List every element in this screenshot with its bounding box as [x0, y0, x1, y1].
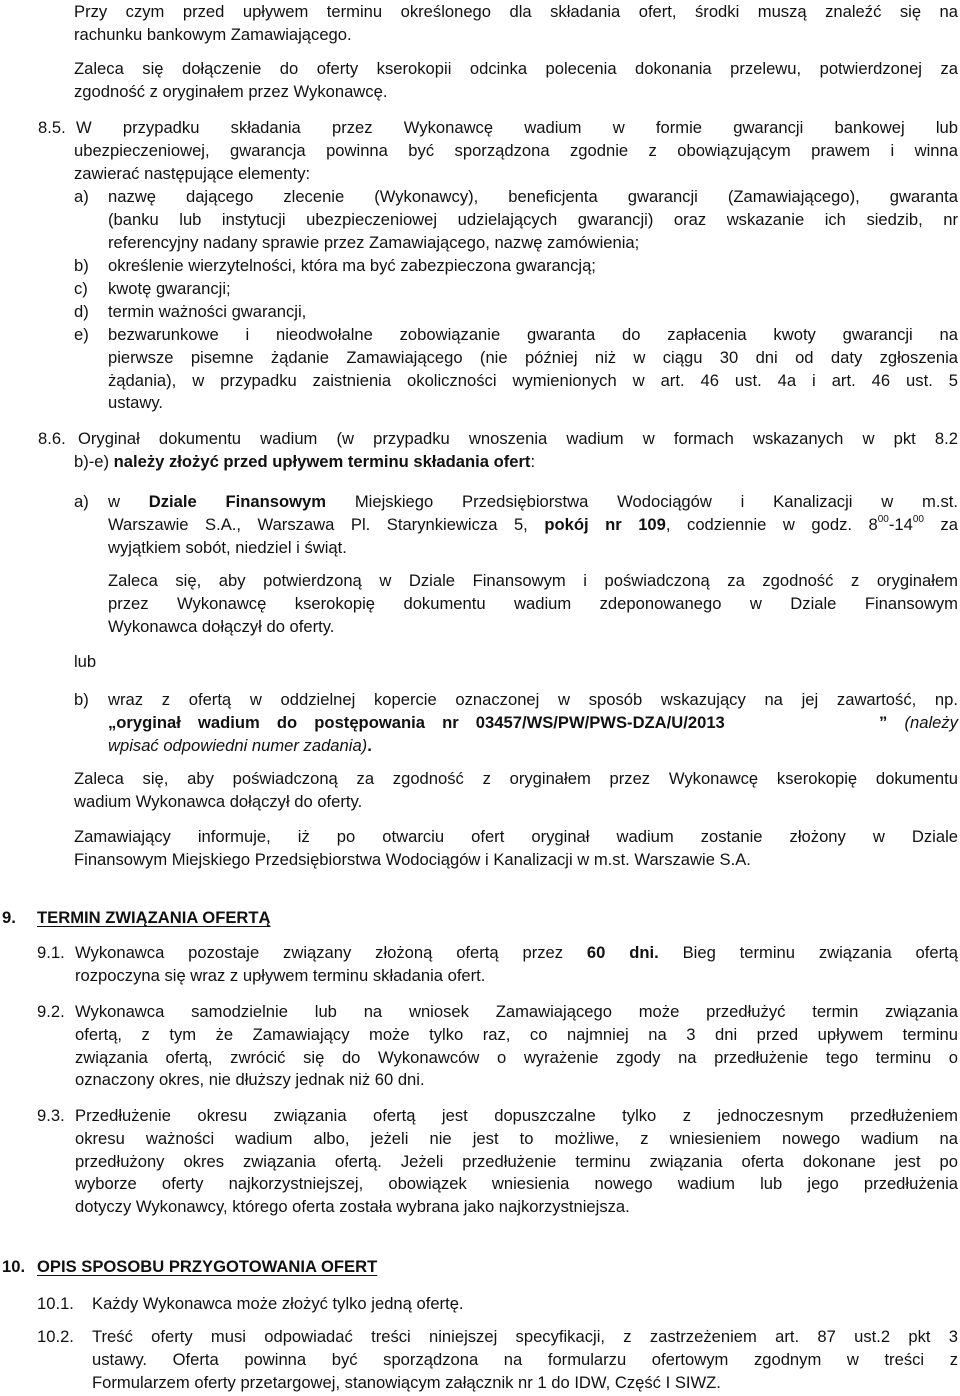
text-line: związania ofertą, zwrócić się do Wykonawców o wyrażenie zgody na przedłużenie tego terminu o — [75, 1047, 958, 1067]
list-label: e) — [74, 325, 89, 344]
text-line: Przy czym przed upływem terminu określonego dla składania ofert, środki muszą znaleźć się na — [74, 2, 958, 21]
text-line: Zaleca się dołączenie do oferty kserokopii odcinka polecenia dokonania przelewu, potwierdzonej za — [74, 59, 958, 78]
text-line: ustawy. — [108, 393, 164, 413]
heading-title: OPIS SPOSOBU PRZYGOTOWANIA OFERT — [37, 1257, 378, 1276]
paragraph-kserokopia — [74, 768, 958, 814]
text-line: Oryginał dokumentu wadium (w przypadku wnoszenia wadium w formach wskazanych w pkt 8.2 — [78, 429, 958, 448]
text-line: okresu ważności wadium albo, jeżeli nie jest to możliwe, z wniesieniem nowego wadium na — [75, 1128, 958, 1148]
intro-paragraph — [74, 1, 958, 47]
section-number: 8.6. — [38, 429, 66, 448]
list-item-envelope — [108, 689, 958, 757]
list-item — [108, 186, 958, 254]
list-label: a) — [74, 187, 89, 206]
emphasis: 60 dni. — [586, 943, 659, 962]
emphasis: ” — [879, 712, 888, 732]
text-line: zawierać następujące elementy: — [74, 163, 311, 183]
text-line: ubezpieczeniowej, gwarancja powinna być sporządzona zgodnie z obowiązującym prawem i winna — [74, 140, 958, 160]
emphasis: należy złożyć przed upływem terminu składania ofert — [113, 452, 531, 471]
text-line: referencyjny nadany sprawie przez Zamawiającego, nazwę zamówienia; — [108, 232, 640, 252]
text-line — [75, 942, 958, 965]
emphasis: pokój nr 109 — [544, 514, 666, 534]
text-line: Każdy Wykonawca może złożyć tylko jedną ofertę. — [92, 1294, 464, 1313]
text-line: rachunku bankowym Zamawiającego. — [74, 24, 352, 44]
section-number: 8.5. — [38, 118, 66, 137]
text-run: Bieg terminu związania ofertą — [658, 943, 958, 962]
text-line: (banku lub instytucji ubezpieczeniowej udzielających gwarancji) oraz wskazanie ich siedzib, nr — [108, 209, 958, 229]
text-line — [108, 735, 958, 758]
text-line: określenie wierzytelności, która ma być zabezpieczona gwarancją; — [108, 256, 596, 275]
heading-number: 9. — [2, 908, 16, 927]
text-line: oznaczony okres, nie dłuższy jednak niż 60 dni. — [75, 1070, 425, 1090]
emphasis — [725, 713, 879, 732]
text-run: , codziennie w godz. 8 — [665, 514, 878, 534]
text-line: W przypadku składania przez Wykonawcę wadium w formie gwarancji bankowej lub — [76, 118, 958, 137]
item-10-1 — [92, 1293, 958, 1316]
text-line: Zamawiający informuje, iż po otwarciu ofert oryginał wadium zostanie złożony w Dziale — [74, 827, 958, 846]
superscript: 00 — [912, 514, 924, 526]
text-line: Treść oferty musi odpowiadać treści niniejszej specyfikacji, z zastrzeżeniem art. 87 ust.2 pkt 3 — [92, 1327, 958, 1346]
text-line: Przedłużenie okresu związania ofertą jest dopuszczalne tylko z jednoczesnym przedłużeniem — [75, 1106, 958, 1125]
section-8-5-intro — [74, 117, 958, 185]
text-run: b)-e) — [74, 452, 114, 471]
item-number: 10.1. — [37, 1294, 74, 1313]
text-line: żądania), w przypadku zaistnienia okoliczności wymienionych w art. 46 ust. 4a i art. 46 ust. 5 — [108, 370, 958, 390]
heading-title: TERMIN ZWIĄZANIA OFERTĄ — [37, 908, 271, 927]
text-line: nazwę dającego zlecenie (Wykonawcy), beneficjenta gwarancji (Zamawiającego), gwaranta — [108, 187, 958, 206]
text-line: wadium Wykonawca dołączył do oferty. — [74, 791, 363, 811]
text-line: Finansowym Miejskiego Przedsiębiorstwa Wodociągów i Kanalizacji w m.st. Warszawie S.A. — [74, 849, 751, 869]
text-line: Zaleca się, aby potwierdzoną w Dziale Finansowym i poświadczoną za zgodność z oryginałem — [108, 571, 958, 590]
text-run: Miejskiego Przedsiębiorstwa Wodociągów i Kanalizacji w m.st. — [326, 492, 959, 511]
text-line: przedłużony okres związania ofertą. Jeżeli przedłużenie terminu związania oferta dokonane jest po — [75, 1151, 958, 1171]
text-run: w — [108, 492, 149, 511]
text-line: przez Wykonawcę kserokopię dokumentu wadium zdeponowanego w Dziale Finansowym — [108, 593, 958, 613]
text-run: : — [530, 452, 536, 471]
list-item — [108, 278, 958, 301]
italic-note: wpisać odpowiedni numer zadania) — [108, 735, 368, 755]
item-9-3 — [75, 1105, 958, 1219]
text-run: Warszawie S.A., Warszawa Pl. Starynkiewicza 5, — [108, 514, 545, 534]
item-10-2 — [92, 1326, 958, 1394]
text-line — [74, 451, 958, 474]
text-run: Wykonawca pozostaje związany złożoną ofertą przez — [75, 943, 587, 962]
heading-number: 10. — [2, 1257, 26, 1276]
item-number: 10.2. — [37, 1327, 74, 1346]
text-line: ustawy. Oferta powinna być sporządzona na formularzu ofertowym zgodnym w treści z — [92, 1349, 958, 1369]
list-item — [108, 324, 958, 415]
lub-separator: lub — [74, 652, 97, 671]
section-8-6-intro-line2 — [74, 451, 958, 474]
text-line — [108, 712, 958, 735]
text-line — [108, 514, 958, 537]
item-number: 9.2. — [37, 1002, 65, 1021]
item-number: 9.1. — [37, 943, 65, 962]
text-line: Zaleca się, aby poświadczoną za zgodność z oryginałem przez Wykonawcę kserokopię dokumentu — [74, 769, 958, 788]
text-line: termin ważności gwarancji, — [108, 302, 307, 321]
text-line: rozpoczyna się wraz z upływem terminu składania ofert. — [75, 965, 486, 985]
emphasis: . — [367, 735, 372, 755]
text-line: kwotę gwarancji; — [108, 279, 231, 298]
emphasis: „oryginał wadium do postępowania nr 03457/WS/PW/PWS-DZA/U/2013 — [108, 712, 725, 732]
list-label: a) — [74, 492, 89, 511]
text-line: Formularzem oferty przetargowej, stanowiącym załącznik nr 1 do IDW, Część I SIWZ. — [92, 1372, 721, 1392]
text-line: zgodność z oryginałem przez Wykonawcę. — [74, 81, 388, 101]
paragraph-informacja — [74, 826, 958, 872]
text-line: Wykonawca dołączył do oferty. — [108, 616, 335, 636]
text-line: wyjątkiem sobót, niedziel i świąt. — [108, 537, 347, 557]
text-line — [108, 491, 958, 514]
list-label: b) — [74, 256, 89, 275]
list-item — [108, 301, 958, 324]
text-line: bezwarunkowe i nieodwołalne zobowiązanie gwaranta do zapłacenia kwoty gwarancji na — [108, 325, 958, 344]
superscript: 00 — [877, 514, 889, 526]
section-10-heading — [2, 1256, 378, 1279]
text-line: Wykonawca samodzielnie lub na wniosek Zamawiającego może przedłużyć termin związania — [75, 1002, 958, 1021]
text-run: -14 — [888, 514, 913, 534]
text-line: dotyczy Wykonawcy, którego oferta została wybrana jako najkorzystniejsza. — [75, 1197, 630, 1217]
item-number: 9.3. — [37, 1106, 65, 1125]
item-9-2 — [75, 1001, 958, 1092]
section-8-6-intro — [74, 428, 958, 451]
recommendation-paragraph — [74, 58, 958, 104]
list-item-dzial-finansowy — [108, 491, 958, 559]
italic-note: (należy — [904, 712, 958, 732]
text-line: wyborze oferty najkorzystniejszej, obowiązek wniesienia nowego wadium lub jego przedłużenia — [75, 1174, 958, 1194]
emphasis: Dziale Finansowym — [148, 492, 327, 511]
list-label: c) — [74, 279, 88, 298]
text-run: za — [923, 514, 959, 534]
list-item — [108, 255, 958, 278]
text-line: pierwsze pisemne żądanie Zamawiającego (nie później niż w ciągu 30 dni od daty zgłoszenia — [108, 347, 958, 367]
list-label: d) — [74, 302, 89, 321]
list-item-a-recommendation — [108, 570, 958, 638]
text-line: wraz z ofertą w oddzielnej kopercie oznaczonej w sposób wskazujący na jej zawartość, np. — [108, 690, 958, 709]
item-9-1 — [75, 942, 958, 988]
text-line: ofertą, z tym że Zamawiający może tylko raz, co najmniej na 3 dni przed upływem terminu — [75, 1024, 958, 1044]
section-9-heading — [2, 907, 271, 930]
list-label: b) — [74, 690, 89, 709]
